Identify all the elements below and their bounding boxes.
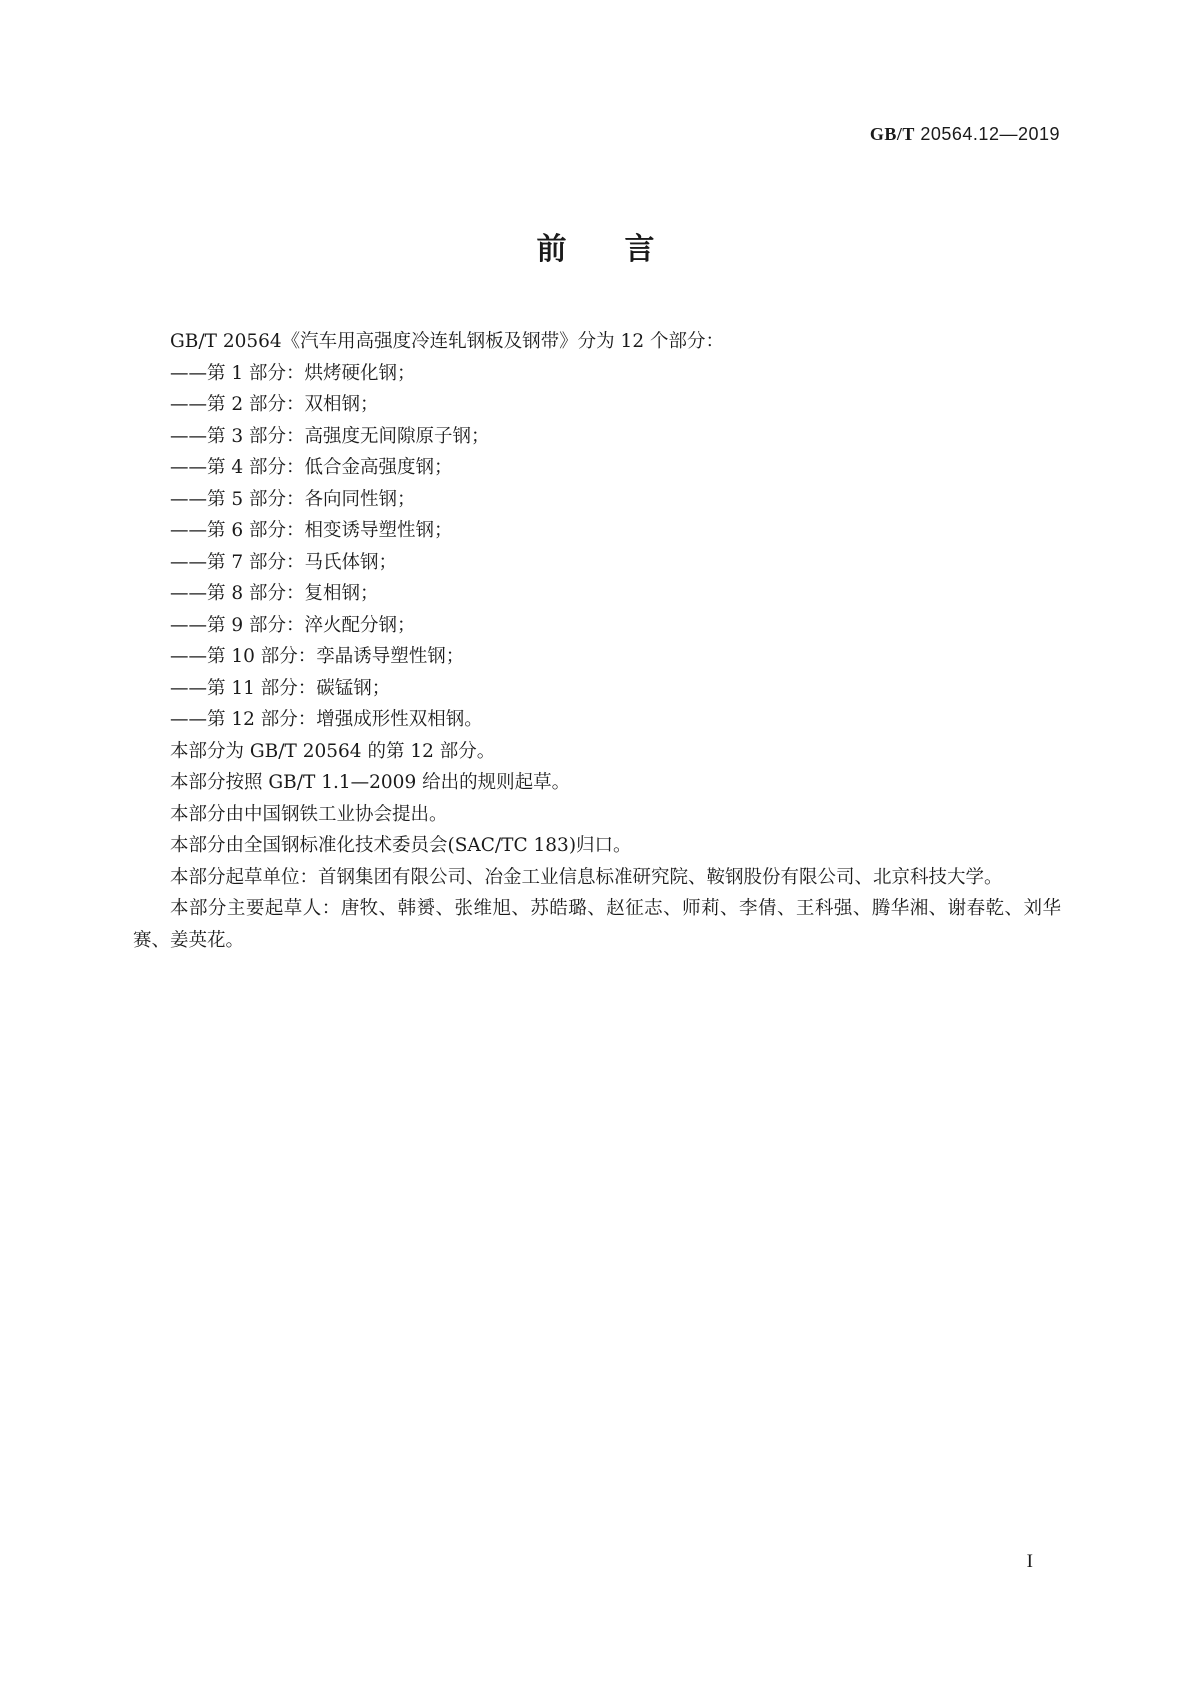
part-list-item: ——第 8 部分：复相钢； bbox=[170, 583, 379, 604]
part-list-item: ——第 9 部分：淬火配分钢； bbox=[170, 614, 416, 636]
part-list-item: ——第 12 部分：增强成形性双相钢。 bbox=[170, 709, 483, 730]
part-list-item: ——第 2 部分：双相钢； bbox=[170, 394, 379, 415]
standard-prefix: GB/T bbox=[869, 124, 915, 144]
foreword-body bbox=[133, 326, 1061, 956]
intro-paragraph: GB/T 20564《汽车用高强度冷连轧钢板及钢带》分为 12 个部分： bbox=[170, 331, 724, 352]
part-list-item: ——第 4 部分：低合金高强度钢； bbox=[170, 457, 453, 478]
drafting-organizations-statement: 本部分起草单位：首钢集团有限公司、冶金工业信息标准研究院、鞍钢股份有限公司、北京科技大学。 bbox=[170, 866, 1003, 888]
part-list-item: ——第 5 部分：各向同性钢； bbox=[170, 488, 416, 510]
page-number: I bbox=[1026, 1551, 1033, 1572]
part-number-statement: 本部分为 GB/T 20564 的第 12 部分。 bbox=[170, 740, 496, 762]
part-list-item: ——第 10 部分：孪晶诱导塑性钢； bbox=[170, 646, 465, 667]
proposer-statement: 本部分由中国钢铁工业协会提出。 bbox=[170, 803, 448, 825]
page-title: 前言 bbox=[536, 232, 713, 267]
technical-committee-statement: 本部分由全国钢标准化技术委员会(SAC/TC 183)归口。 bbox=[170, 835, 632, 856]
drafting-rules-statement: 本部分按照 GB/T 1.1—2009 给出的规则起草。 bbox=[170, 772, 571, 793]
drafters-statement: 本部分主要起草人：唐牧、韩赟、张维旭、苏皓璐、赵征志、师莉、李倩、王科强、腾华湘、谢春乾、刘华赛、姜英花。 bbox=[133, 898, 1061, 951]
part-list-item: ——第 7 部分：马氏体钢； bbox=[170, 551, 398, 573]
standard-number: 20564.12—2019 bbox=[914, 124, 1060, 144]
part-list-item: ——第 6 部分：相变诱导塑性钢； bbox=[170, 520, 453, 541]
part-list-item: ——第 3 部分：高强度无间隙原子钢； bbox=[170, 425, 490, 447]
standard-number-header bbox=[870, 124, 1060, 145]
part-list-item: ——第 11 部分：碳锰钢； bbox=[170, 677, 391, 699]
part-list-item: ——第 1 部分：烘烤硬化钢； bbox=[170, 362, 416, 384]
